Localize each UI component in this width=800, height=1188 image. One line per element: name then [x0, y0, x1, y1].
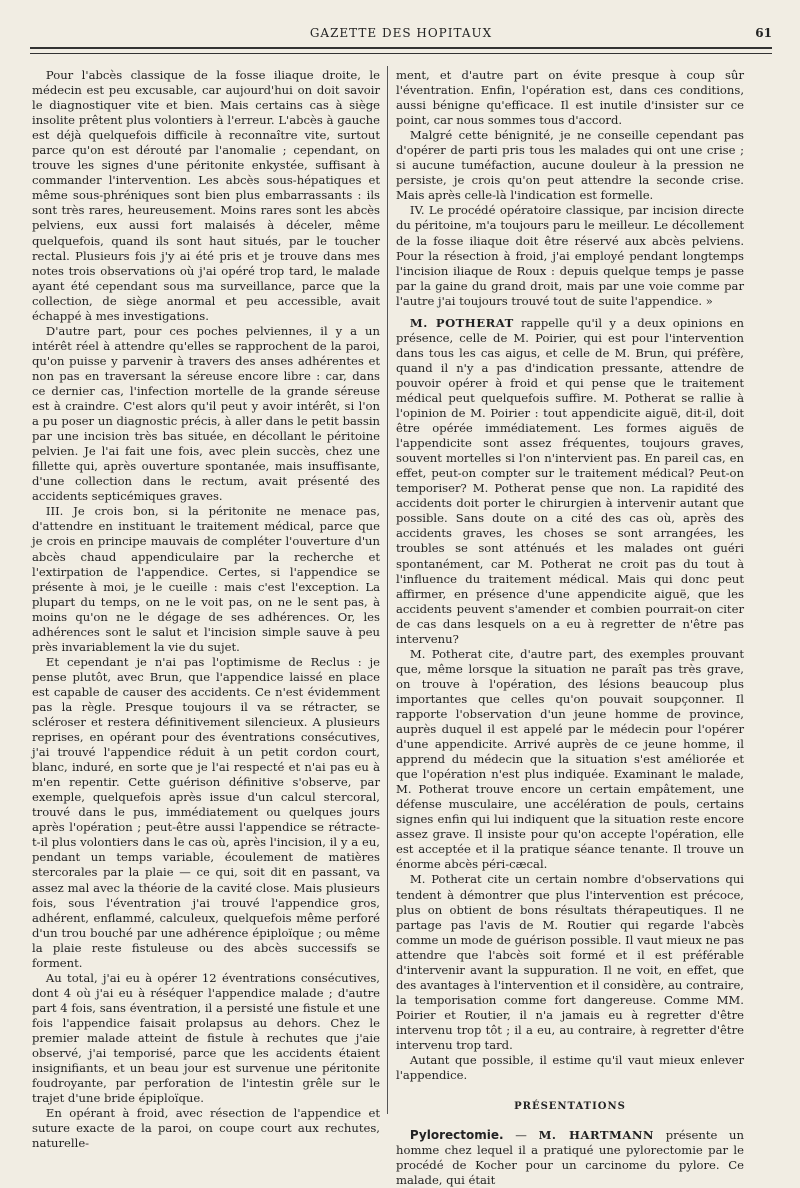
paragraph: ment, et d'autre part on évite presque à coup sûr l'éventration. Enfin, l'opération est, dans ces conditions, aussi bénigne qu'efficace. Il est inutile d'insister sur ce point, car nous sommes tous d'accord.	[396, 68, 744, 128]
paragraph: Au total, j'ai eu à opérer 12 éventrations consécutives, dont 4 où j'ai eu à réséquer l'appendice malade ; d'autre part 4 fois, sans éventration, il a persisté une fistule et une fois l'appendice faisait prolapsus au dehors. Chez le premier malade atteint de fistule à rechutes que j'aie observé, j'ai temporisé, parce que les accidents étaient insignifiants, et un beau jour est survenue une péritonite foudroyante, par perforation de l'intestin grêle sur le trajet d'une bride épiploïque.	[32, 970, 380, 1106]
paragraph	[396, 1128, 744, 1188]
journal-title: GAZETTE DES HOPITAUX	[309, 26, 493, 40]
run-in-heading: Pylorectomie.	[409, 1128, 504, 1143]
paragraph: Pour l'abcès classique de la fosse iliaque droite, le médecin est peu excusable, car aujourd'hui on doit savoir le diagnostiquer vite et bien. Mais certains cas à siège insolite prêtent plus volontiers à l'erreur. L'abcès à gauche est déjà quelquefois difficile à reconnaître vite, surtout parce qu'on est dérouté par l'anomalie ; cependant, on trouve les signes d'une péritonite enkystée, suffisant à commander l'intervention. Les abcès sous-hépatiques et même sous-phréniques sont bien plus embarrassants : ils sont très rares, heureusement. Moins rares sont les abcès pelviens, eux aussi fort malaisés à déceler, même quelquefois, quand ils sont haut situés, par le toucher rectal. Plusieurs fois j'y ai été pris et je trouve dans mes notes trois observations où j'ai opéré trop tard, le malade ayant été cependant sous ma surveillance, parce que la collection, de siège anormal et peu accessible, avait échappé à mes investigations.	[32, 68, 380, 323]
header-rule-thin	[30, 53, 772, 54]
dash: —	[503, 1128, 539, 1143]
paragraph	[396, 316, 744, 647]
page-number: 61	[755, 26, 772, 40]
paragraph: Autant que possible, il estime qu'il vaut mieux enlever l'appendice.	[396, 1053, 744, 1083]
header-rule-thick	[30, 47, 772, 49]
paragraph: M. Potherat cite un certain nombre d'observations qui tendent à démontrer que plus l'intervention est précoce, plus on obtient de bons résultats thérapeutiques. Il ne partage pas l'avis de M. Routier qui regarde l'abcès comme un mode de guérison possible. Il vaut mieux ne pas attendre que l'abcès soit formé et il est préférable d'intervenir avant la suppuration. Il ne voit, en effet, que des avantages à l'intervention et il considère, au contraire, la temporisation comme fort dangereuse. Comme MM. Poirier et Routier, il n'a jamais eu à regretter d'être intervenu trop tôt ; il a eu, au contraire, à regretter d'être intervenu trop tard.	[396, 872, 744, 1052]
column-divider	[387, 66, 388, 1114]
paragraph: D'autre part, pour ces poches pelviennes, il y a un intérêt réel à attendre qu'elles se rapprochent de la paroi, qu'on puisse y parvenir à travers des anses adhérentes et non pas en traversant la séreuse encore libre : car, dans ce dernier cas, l'infection mortelle de la grande séreuse est à craindre. C'est alors qu'il peut y avoir intérêt, si l'on a pu poser un diagnostic précis, à aller dans le petit bassin par une incision très bas située, en décollant le péritoine pelvien. Je l'ai fait une fois, avec plein succès, chez une fillette qui, après ouverture spontanée, mais insuffisante, d'une collection dans le rectum, avait présenté des accidents septicémiques graves.	[32, 323, 380, 504]
section-heading: PRÉSENTATIONS	[514, 1101, 626, 1113]
paragraph: Et cependant je n'ai pas l'optimisme de Reclus : je pense plutôt, avec Brun, que l'appendice laissé en place est capable de causer des accidents. Ce n'est évidemment pas la règle. Presque toujours il va se rétracter, se scléroser et restera définitivement silencieux. A plusieurs reprises, en opérant pour des éventrations consécutives, j'ai trouvé l'appendice réduit à un petit cordon court, blanc, induré, en sorte que je l'ai respecté et n'ai pas eu à m'en repentir. Cette guérison définitive s'observe, par exemple, quelquefois après issue d'un calcul stercoral, trouvé dans le pus, immédiatement ou quelques jours après l'opération ; peut-être aussi l'appendice se rétracte-t-il plus volontiers dans le cas où, après l'incision, il y a eu, pendant un temps variable, écoulement de matières stercorales par la plaie — ce qui, soit dit en passant, va assez mal avec la théorie de la cavité close. Mais plusieurs fois, sous l'éventration j'ai trouvé l'appendice gros, adhérent, enflammé, calculeux, quelquefois même perforé d'un trou bouché par une adhérence épiploïque ; ou même la plaie reste fistuleuse ou des abcès successifs se forment.	[32, 654, 380, 970]
running-header	[30, 26, 772, 44]
paragraph: M. Potherat cite, d'autre part, des exemples prouvant que, même lorsque la situation ne paraît pas très grave, on trouve à l'opération, des lésions beaucoup plus importantes que celles qu'on pouvait soupçonner. Il rapporte l'observation d'un jeune homme de province, auprès duquel il est appelé par le médecin pour l'opérer d'une appendicite. Arrivé auprès de ce jeune homme, il apprend du médecin que la situation s'est améliorée et que l'opération n'est plus indiquée. Examinant le malade, M. Potherat trouve encore un certain empâtement, une défense musculaire, une accélération de pouls, certains signes enfin qui lui indiquent que la situation reste encore assez grave. Il insiste pour qu'on accepte l'opération, elle est acceptée et il la pratique séance tenante. Il trouve un énorme abcès péri-cæcal.	[396, 646, 744, 872]
right-column	[396, 68, 744, 1188]
paragraph-text: rappelle qu'il y a deux opinions en présence, celle de M. Poirier, qui est pour l'intervention dans tous les cas aigus, et celle de M. Brun, qui préfère, quand il n'y a pas d'indication pressante, attendre de pouvoir opérer à froid et qui pense que le traitement médical peut quelquefois suffire. M. Potherat se rallie à l'opinion de M. Poirier : tout appendicite aiguë, dit-il, doit être opérée immédiatement. Les formes aiguës de l'appendicite sont assez fréquentes, toujours graves, souvent mortelles si l'on n'intervient pas. En pareil cas, en effet, peut-on compter sur le traitement médical? Peut-on temporiser? M. Potherat pense que non. La rapidité des accidents doit porter le chirurgien à intervenir autant que possible. Sans doute on a cité des cas où, après des accidents graves, les choses se sont arrangées, les troubles se sont atténués et les malades ont guéri spontanément, car M. Potherat ne croit pas du tout à l'influence du traitement médical. Mais qui donc peut affirmer, en présence d'une appendicite aiguë, que les accidents peuvent s'amender et combien pourrait-on citer de cas dans lesquels on a eu à regretter de n'être pas intervenu?	[396, 315, 745, 646]
paragraph: III. Je crois bon, si la péritonite ne menace pas, d'attendre en instituant le traitement médical, parce que je crois en principe mauvais de compléter l'ouverture d'un abcès chaud appendiculaire par la recherche et l'extirpation de l'appendice. Certes, si l'appendice se présente à moi, je le cueille : mais c'est l'exception. La plupart du temps, on ne le voit pas, on ne le sent pas, à moins qu'on ne le dégage de ses adhérences. Or, les adhérences sont le salut et l'incision simple sauve à peu près invariablement la vie du sujet.	[32, 504, 380, 654]
paragraph: IV. Le procédé opératoire classique, par incision directe du péritoine, m'a toujours paru le meilleur. Le décollement de la fosse iliaque doit être réservé aux abcès pelviens. Pour la résection à froid, j'ai employé pendant longtemps l'incision iliaque de Roux : depuis quelque temps je passe par la gaine du grand droit, mais par une voie comme par l'autre j'ai toujours trouvé tout de suite l'appendice. »	[396, 203, 744, 308]
paragraph-text: présente un homme chez lequel il a pratiqué une pylorectomie par le procédé de Kocher pour un carcinome du pylore. Ce malade, qui était	[396, 1128, 744, 1188]
paragraph: Malgré cette bénignité, je ne conseille cependant pas d'opérer de parti pris tous les malades qui ont une crise ; si aucune tuméfaction, aucune douleur à la pression ne persiste, je crois qu'on peut attendre la seconde crise. Mais après celle-là l'indication est formelle.	[396, 128, 744, 203]
speaker-name: M. POTHERAT	[409, 315, 514, 330]
speaker-name: M. HARTMANN	[538, 1128, 655, 1143]
paragraph: En opérant à froid, avec résection de l'appendice et suture exacte de la paroi, on coupe court aux rechutes, naturelle-	[32, 1106, 380, 1151]
left-column	[32, 68, 380, 1151]
